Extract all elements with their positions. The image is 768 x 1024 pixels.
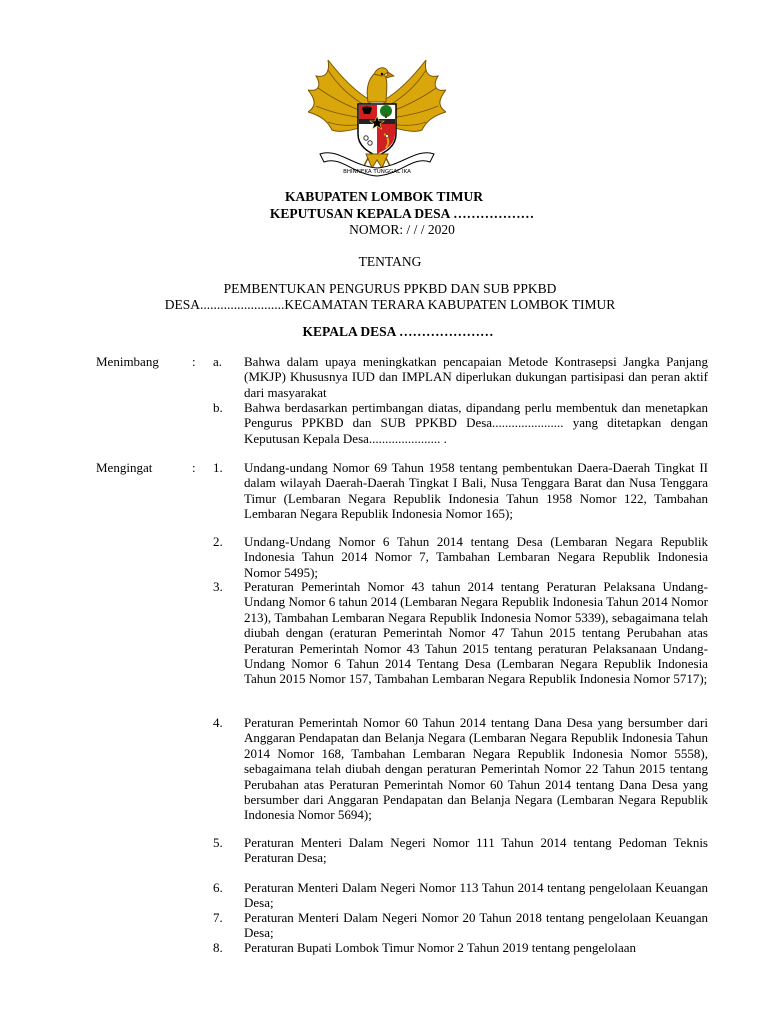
subject-line-1: PEMBENTUKAN PENGURUS PPKBD DAN SUB PPKBD [223, 281, 557, 296]
list-item: Undang-undang Nomor 69 Tahun 1958 tentang pembentukan Daera-Daerah Tingkat II dalam wilayah Daerah-Daerah Tingkat I Bali, Nusa Tenggara Barat dan Nusa Tenggara Timur (Lembaran Negara Republik Indonesia Tahun 1958 Nomor 122, Tambahan Lembaran Negara Republik Indonesia Nomor 165); [244, 460, 708, 522]
list-number: 4. [213, 715, 223, 730]
list-item: Bahwa dalam upaya meningkatkan pencapaian Metode Kontrasepsi Jangka Panjang (MKJP) Khususnya IUD dan IMPLAN diperlukan dukungan partisipasi dan peran aktif dari masyarakat [244, 354, 708, 400]
kepala-desa-heading: KEPALA DESA ………………… [302, 324, 494, 339]
list-number: 5. [213, 835, 223, 850]
list-item: Undang-Undang Nomor 6 Tahun 2014 tentang Desa (Lembaran Negara Republik Indonesia Tahun 2014 Nomor 7, Tambahan Lembaran Negara Republik Indonesia Nomor 5495); [244, 534, 708, 580]
list-item: Peraturan Bupati Lombok Timur Nomor 2 Tahun 2019 tentang pengelolaan [244, 940, 637, 955]
mengingat-label: Mengingat [96, 460, 153, 475]
mengingat-colon: : [192, 460, 196, 475]
decree-number: NOMOR: / / / 2020 [349, 222, 455, 237]
tentang-heading: TENTANG [358, 254, 422, 269]
list-item: Peraturan Pemerintah Nomor 60 Tahun 2014 tentang Dana Desa yang bersumber dari Anggaran Pendapatan dan Belanja Negara (Lembaran Negara Republik Indonesia Tahun 2014 Nomor 168, Tambahan Lembaran Negara Republik Indonesia Nomor 5558), sebagaimana telah diubah dengan peraturan Pemerintah Nomor 22 Tahun 2015 tentang Perubahan atas Peraturan Pemerintah Nomor 60 Tahun 2014 tentang Dana Desa yang bersumber dari Anggaran Pendapatan dan Belanja Negara (Lembaran Negara Republik Indonesia Nomor 5694); [244, 715, 708, 823]
list-number: 6. [213, 880, 223, 895]
menimbang-label: Menimbang [96, 354, 159, 369]
subject-line-2: DESA.........................KECAMATAN TERARA KABUPATEN LOMBOK TIMUR [164, 297, 616, 312]
list-number: 7. [213, 910, 223, 925]
list-number: 2. [213, 534, 223, 549]
list-number: 1. [213, 460, 223, 475]
regency-title: KABUPATEN LOMBOK TIMUR [284, 189, 483, 204]
list-item: Bahwa berdasarkan pertimbangan diatas, dipandang perlu membentuk dan menetapkan Pengurus PPKBD dan SUB PPKBD Desa...................... yang ditetapkan dengan Keputusan Kepala Desa...................... . [244, 400, 708, 446]
garuda-pancasila-emblem [308, 56, 446, 184]
decree-title: KEPUTUSAN KEPALA DESA ……………… [269, 206, 535, 221]
list-item: Peraturan Menteri Dalam Negeri Nomor 20 Tahun 2018 tentang pengelolaan Keuangan Desa; [244, 910, 708, 941]
list-number: 3. [213, 579, 223, 594]
list-number: a. [213, 354, 223, 369]
list-item: Peraturan Pemerintah Nomor 43 tahun 2014 tentang Peraturan Pelaksana Undang-Undang Nomor 6 tahun 2014 (Lembaran Negara Republik Indonesia Tahun 2014 Nomor 213), Tambahan Lembaran Negara Republik Indonesia Nomor 5339), sebagaimana telah diubah dengan (eraturan Pemerintah Nomor 47 Tahun 2015 tentang Perubahan atas Peraturan Pemerintah Nomor 43 Tahun 2015 tentang peraturan Pelaksanaan Undang-Undang Nomor 6 Tahun 2014 Tentang Desa (Lembaran Negara Republik Indonesia Tahun 2015 Nomor 157, Tambahan Lembaran Negara Republik Indonesia Nomor 5717); [244, 579, 708, 687]
menimbang-colon: : [192, 354, 196, 369]
list-number: 8. [213, 940, 223, 955]
svg-text:BHINNEKA TUNGGAL IKA: BHINNEKA TUNGGAL IKA [343, 169, 411, 175]
list-item: Peraturan Menteri Dalam Negeri Nomor 111 Tahun 2014 tentang Pedoman Teknis Peraturan Desa; [244, 835, 708, 866]
list-item: Peraturan Menteri Dalam Negeri Nomor 113 Tahun 2014 tentang pengelolaan Keuangan Desa; [244, 880, 708, 911]
list-number: b. [213, 400, 223, 415]
